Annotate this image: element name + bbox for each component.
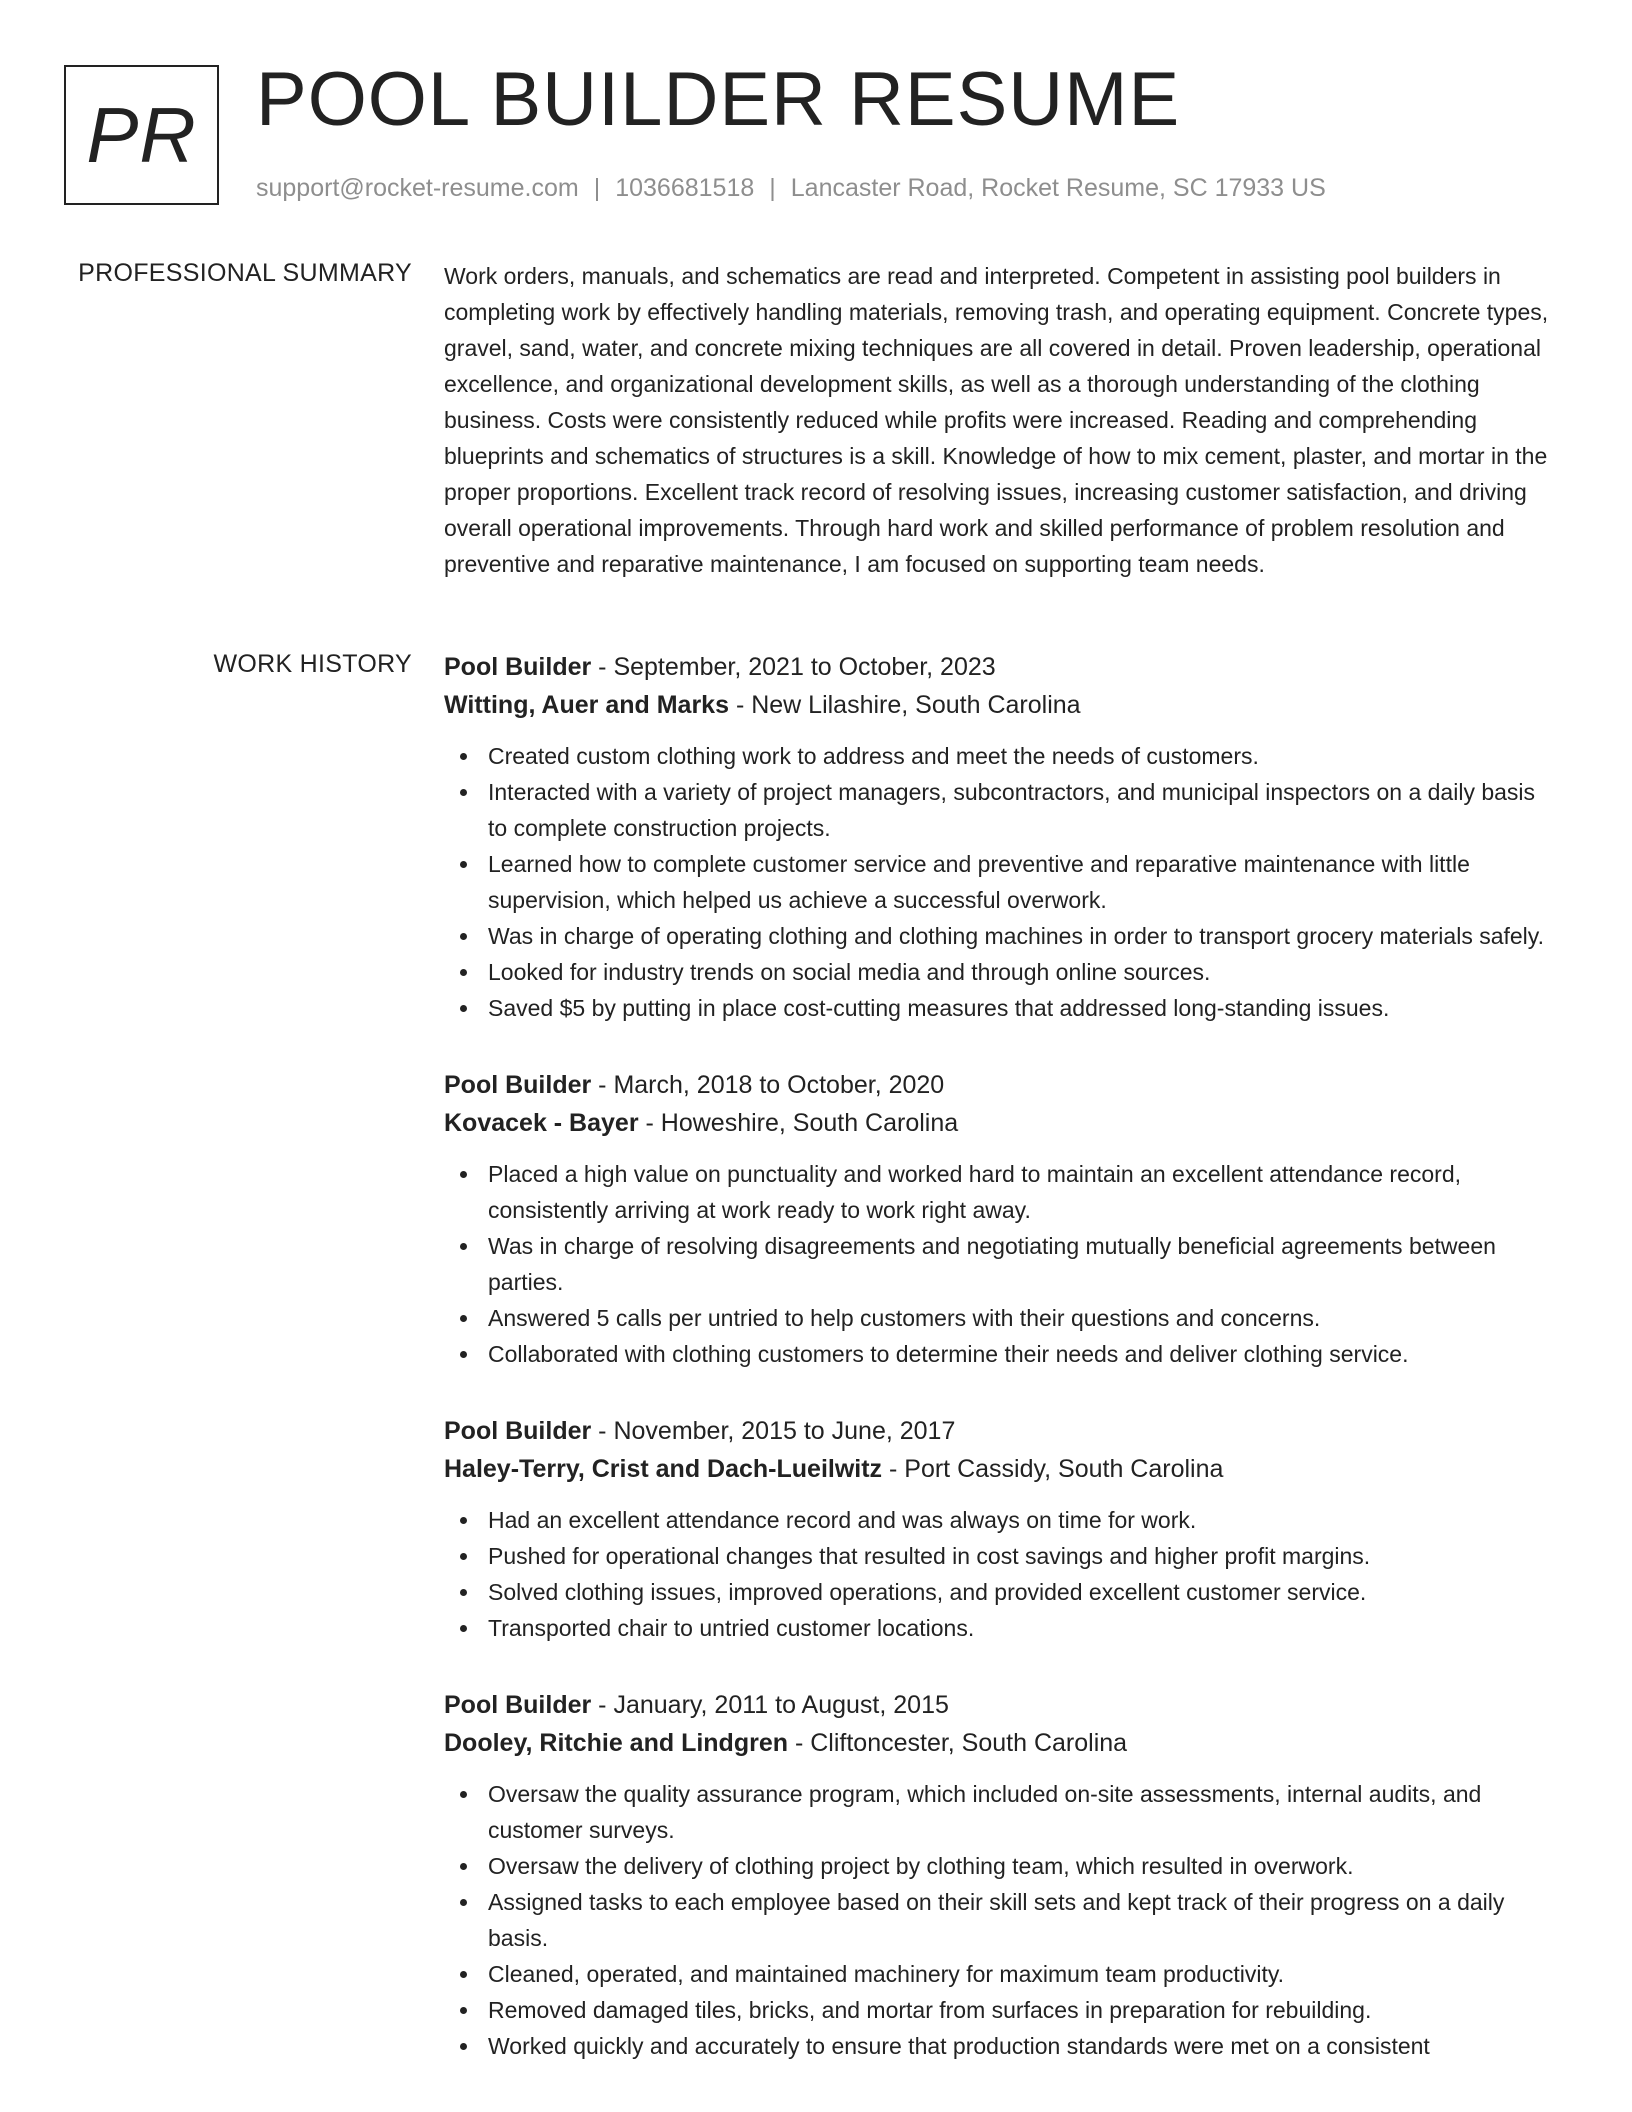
contact-separator: | <box>593 174 601 202</box>
job-bullet-item: Worked quickly and accurately to ensure that production standards were met on a consistent <box>444 2028 1558 2064</box>
job-bullet-item: Was in charge of operating clothing and clothing machines in order to transport grocery materials safely. <box>444 918 1558 954</box>
job-bullet-item: Pushed for operational changes that resulted in cost savings and higher profit margins. <box>444 1538 1558 1574</box>
job-bullet-list <box>444 1776 1558 2064</box>
job-bullet-item: Solved clothing issues, improved operations, and provided excellent customer service. <box>444 1574 1558 1610</box>
job-bullet-item: Interacted with a variety of project managers, subcontractors, and municipal inspectors on a daily basis to complete construction projects. <box>444 774 1558 846</box>
job-bullet-item: Removed damaged tiles, bricks, and mortar from surfaces in preparation for rebuilding. <box>444 1992 1558 2028</box>
job-bullet-list <box>444 738 1558 1026</box>
job-location: - New Lilashire, South Carolina <box>729 691 1081 719</box>
job-company-line <box>444 1724 1558 1762</box>
job-company: Witting, Auer and Marks <box>444 691 729 719</box>
job-bullet-item: Saved $5 by putting in place cost-cutting measures that addressed long-standing issues. <box>444 990 1558 1026</box>
job-title-line <box>444 1686 1558 1724</box>
job-company: Kovacek - Bayer <box>444 1109 639 1137</box>
job-bullet-item: Looked for industry trends on social media and through online sources. <box>444 954 1558 990</box>
job-dates: - January, 2011 to August, 2015 <box>591 1691 949 1719</box>
job-entry <box>444 1412 1558 1646</box>
job-bullet-item: Had an excellent attendance record and was always on time for work. <box>444 1502 1558 1538</box>
job-bullet-item: Answered 5 calls per untried to help customers with their questions and concerns. <box>444 1300 1558 1336</box>
job-company: Haley-Terry, Crist and Dach-Lueilwitz <box>444 1455 883 1483</box>
work-history-section <box>444 648 1558 2104</box>
job-location: - Cliftoncester, South Carolina <box>788 1729 1128 1757</box>
job-bullet-list <box>444 1156 1558 1372</box>
job-title: Pool Builder <box>444 653 592 681</box>
job-bullet-item: Oversaw the delivery of clothing project by clothing team, which resulted in overwork. <box>444 1848 1558 1884</box>
contact-email: support@rocket-resume.com <box>256 174 579 202</box>
job-company-line <box>444 686 1558 724</box>
contact-phone: 1036681518 <box>615 174 755 202</box>
summary-text: Work orders, manuals, and schematics are read and interpreted. Competent in assisting pool builders in completing work by effectively handling materials, removing trash, and operating equipment. Concrete types, gravel, sand, water, and concrete mixing techniques are all covered in detail. Proven leadership, operational excellence, and organizational development skills, as well as a thorough understanding of the clothing business. Costs were consistently reduced while profits were increased. Reading and comprehending blueprints and schematics of structures is a skill. Knowledge of how to mix cement, plaster, and mortar in the proper proportions. Excellent track record of resolving issues, increasing customer satisfaction, and driving overall operational improvements. Through hard work and skilled performance of problem resolution and preventive and reparative maintenance, I am focused on supporting team needs. <box>444 263 1549 577</box>
job-title-line <box>444 1066 1558 1104</box>
job-bullet-item: Created custom clothing work to address and meet the needs of customers. <box>444 738 1558 774</box>
job-location: - Port Cassidy, South Carolina <box>882 1455 1224 1483</box>
job-title: Pool Builder <box>444 1691 592 1719</box>
resume-title: POOL BUILDER RESUME <box>256 57 1181 142</box>
job-entry <box>444 1686 1558 2064</box>
monogram-box <box>64 65 219 205</box>
summary-section-label: PROFESSIONAL SUMMARY <box>78 259 412 287</box>
work-history-section-label: WORK HISTORY <box>213 650 412 678</box>
job-bullet-item: Collaborated with clothing customers to determine their needs and deliver clothing service. <box>444 1336 1558 1372</box>
job-entry <box>444 1066 1558 1372</box>
job-dates: - November, 2015 to June, 2017 <box>591 1417 956 1445</box>
job-bullet-item: Transported chair to untried customer locations. <box>444 1610 1558 1646</box>
job-entry <box>444 648 1558 1026</box>
monogram-initials: PR <box>86 90 197 179</box>
job-title: Pool Builder <box>444 1071 592 1099</box>
job-bullet-item: Placed a high value on punctuality and worked hard to maintain an excellent attendance record, consistently arriving at work ready to work right away. <box>444 1156 1558 1228</box>
job-bullet-item: Assigned tasks to each employee based on their skill sets and kept track of their progress on a daily basis. <box>444 1884 1558 1956</box>
job-bullet-list <box>444 1502 1558 1646</box>
job-title-line <box>444 648 1558 686</box>
job-bullet-item: Was in charge of resolving disagreements and negotiating mutually beneficial agreements between parties. <box>444 1228 1558 1300</box>
job-title: Pool Builder <box>444 1417 592 1445</box>
job-bullet-item: Cleaned, operated, and maintained machinery for maximum team productivity. <box>444 1956 1558 1992</box>
contact-separator: | <box>769 174 776 202</box>
job-location: - Howeshire, South Carolina <box>638 1109 959 1137</box>
summary-section <box>444 258 1558 582</box>
contact-address: Lancaster Road, Rocket Resume, SC 17933 US <box>790 174 1326 202</box>
job-company: Dooley, Ritchie and Lindgren <box>444 1729 789 1757</box>
job-title-line <box>444 1412 1558 1450</box>
job-dates: - September, 2021 to October, 2023 <box>591 653 996 681</box>
job-dates: - March, 2018 to October, 2020 <box>591 1071 945 1099</box>
job-bullet-item: Oversaw the quality assurance program, which included on-site assessments, internal audits, and customer surveys. <box>444 1776 1558 1848</box>
contact-line <box>256 174 1326 203</box>
job-bullet-item: Learned how to complete customer service and preventive and reparative maintenance with little supervision, which helped us achieve a successful overwork. <box>444 846 1558 918</box>
job-company-line <box>444 1450 1558 1488</box>
job-company-line <box>444 1104 1558 1142</box>
